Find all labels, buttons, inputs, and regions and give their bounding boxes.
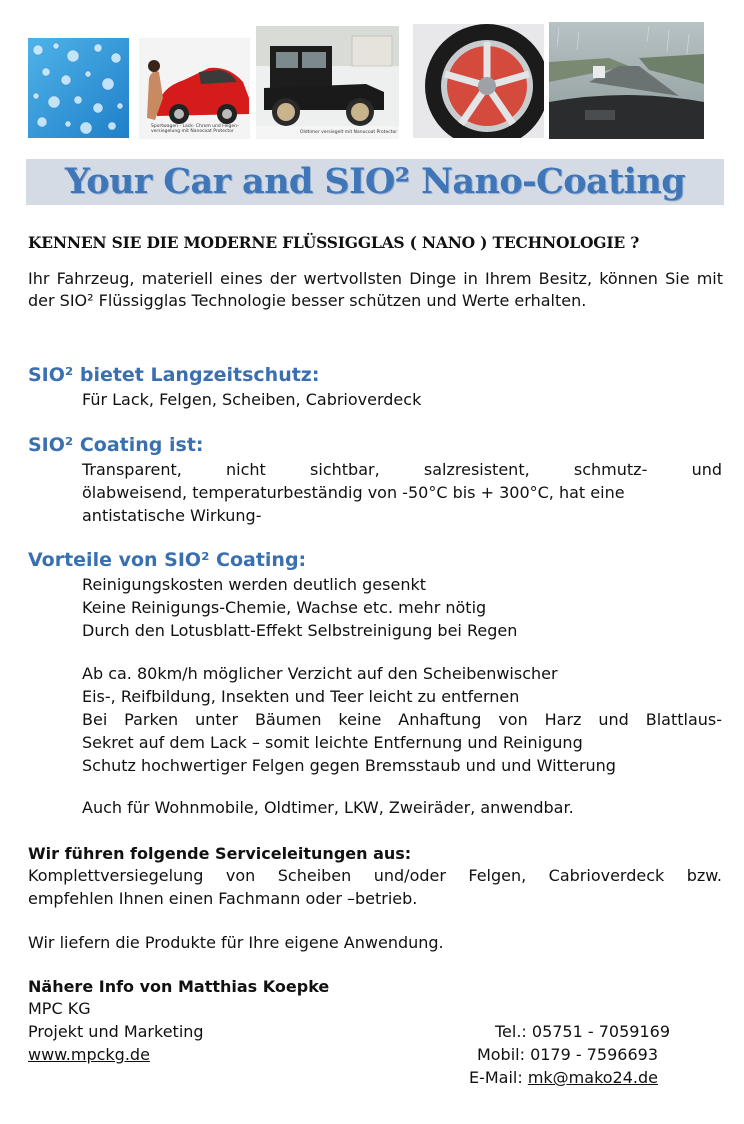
advantage-item: Bei Parken unter Bäumen keine Anhaftung von Harz und Blattlaus-	[82, 710, 722, 729]
delivery-text: Wir liefern die Produkte für Ihre eigene Anwendung.	[28, 933, 444, 952]
section-coating-line-1: Transparent, nicht sichtbar, salzresistent, schmutz- und	[82, 460, 722, 479]
sports-car-caption: Sportwagen - Lack- Chrom und Felgen-versiegelung mit Nanocoat Protector	[151, 124, 239, 134]
email-link[interactable]: mk@mako24.de	[527, 1068, 658, 1087]
advantage-item: Ab ca. 80km/h möglicher Verzicht auf den Scheibenwischer	[82, 664, 558, 683]
email-label: E-Mail:	[468, 1068, 528, 1087]
section-coating-heading: SIO² Coating ist:	[28, 434, 204, 456]
section-coating-line-2: ölabweisend, temperaturbeständig von -50°C bis + 300°C, hat eine	[82, 483, 625, 502]
section-coating-line-3: antistatische Wirkung-	[82, 506, 262, 525]
vintage-car-photo	[256, 26, 399, 139]
advantage-item: Schutz hochwertiger Felgen gegen Bremsstaub und und Witterung	[82, 756, 616, 775]
service-line-2: empfehlen Ihnen einen Fachmann oder –betrieb.	[28, 889, 418, 908]
section-longterm-text: Für Lack, Felgen, Scheiben, Cabrioverdeck	[82, 390, 422, 409]
advantage-item: Reinigungskosten werden deutlich gesenkt	[82, 575, 427, 594]
service-line-1: Komplettversiegelung von Scheiben und/oder Felgen, Cabrioverdeck bzw.	[28, 866, 722, 885]
title-banner	[26, 159, 724, 205]
section-advantages-heading: Vorteile von SIO² Coating:	[28, 549, 307, 571]
section-longterm-heading: SIO² bietet Langzeitschutz:	[28, 364, 320, 386]
advantage-item: Keine Reinigungs-Chemie, Wachse etc. mehr nötig	[82, 598, 487, 617]
page-title: Your Car and SIO² Nano-Coating	[64, 161, 686, 202]
advantage-item: Auch für Wohnmobile, Oldtimer, LKW, Zweiräder, anwendbar.	[82, 798, 574, 817]
wheel-rim-photo	[413, 24, 544, 138]
advantage-item: Durch den Lotusblatt-Effekt Selbstreinigung bei Regen	[82, 621, 518, 640]
water-drops-photo	[28, 38, 129, 138]
contact-email-row	[469, 1067, 658, 1089]
contact-mobile: Mobil: 0179 - 7596693	[476, 1045, 658, 1064]
red-sports-car-photo	[139, 38, 250, 139]
contact-telephone: Tel.: 05751 - 7059169	[494, 1022, 670, 1041]
advantage-item: Sekret auf dem Lack – somit leichte Entfernung und Reinigung	[82, 733, 583, 752]
contact-heading: Nähere Info von Matthias Koepke	[28, 977, 330, 996]
contact-department: Projekt und Marketing	[28, 1022, 204, 1041]
advantage-item: Eis-, Reifbildung, Insekten und Teer leicht zu entfernen	[82, 687, 520, 706]
rainy-windshield-photo	[549, 22, 704, 139]
contact-company: MPC KG	[28, 999, 91, 1018]
vintage-car-caption: Oldtimer versiegelt mit Nanocoat Protector	[300, 130, 398, 135]
website-link[interactable]: www.mpckg.de	[28, 1045, 150, 1064]
intro-heading: KENNEN SIE DIE MODERNE FLÜSSIGGLAS ( NANO ) TECHNOLOGIE ?	[28, 233, 640, 252]
intro-paragraph: Ihr Fahrzeug, materiell eines der wertvollsten Dinge in Ihrem Besitz, können Sie mit der SIO² Flüssigglas Technologie besser schützen und Werte erhalten.	[28, 269, 723, 310]
service-heading: Wir führen folgende Serviceleitungen aus:	[28, 844, 412, 863]
